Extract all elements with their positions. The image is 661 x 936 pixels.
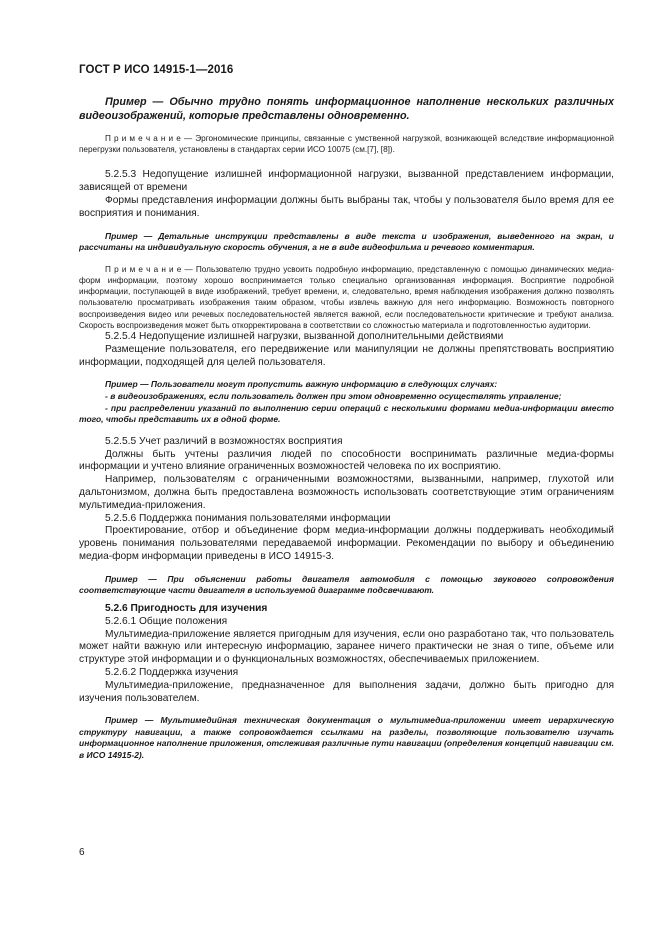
paragraph: - при распределении указаний по выполнению серии операций с несколькими формами медиа-информации вместо того, чтобы представить их в одной форме. [79, 402, 614, 425]
paragraph: Пример — При объяснении работы двигателя автомобиля с помощью звукового сопровождения соответствующие части двигателя в используемой диаграмме подсвечивают. [79, 573, 614, 596]
paragraph: 5.2.6.1 Общие положения [105, 615, 228, 627]
paragraph: Пример — Детальные инструкции представлены в виде текста и изображения, выведенного на экран, и рассчитаны на индивидуальную скорость обучения, а не в виде видеофильма и речевого комментария. [79, 230, 614, 253]
paragraph: Пример — Мультимедийная техническая документация о мультимедиа-приложении имеет иерархическую структуру навигации, а также сопровождается ссылками на разделы, позволяющие пользователю изучать информационное наполнение приложения, отслеживая различные пути навигации (определения концепций навигации см. в ИСО 14915-2). [79, 715, 614, 761]
document-body [79, 95, 614, 762]
paragraph: - в видеоизображениях, если пользователь должен при этом одновременно осуществлять управление; [105, 390, 562, 401]
paragraph: Размещение пользователя, его передвижение или манипуляции не должны препятствовать восприятию информации, подходящей для целей пользователя. [79, 343, 614, 368]
paragraph: 5.2.6.2 Поддержка изучения [105, 666, 239, 678]
document-header: ГОСТ Р ИСО 14915-1—2016 [79, 64, 234, 76]
paragraph: П р и м е ч а н и е — Пользователю трудно усвоить подробную информацию, представленную с помощью динамических медиа-форм информации, поэтому хорошо воспринимается только специально организованная информация. Восприятие подробной информации, поступающей в виде изображений, требует времени, и, следовательно, время наблюдения изображения должно позволять пользователю просматривать изображения таким образом, чтобы извлечь важную для него информацию. Возможность повторного воспроизведения видео или речевых последовательностей является важной, если последовательности критические и требуют анализа. Скорость воспроизведения может быть откорректирована в соответствии со сложностью материала и подготовленностью аудитории. [79, 264, 614, 330]
paragraph: 5.2.5.6 Поддержка понимания пользователями информации [105, 512, 391, 524]
paragraph: Должны быть учтены различия людей по способности воспринимать различные медиа-формы информации и учтено влияние ограниченных возможностей человека по их восприятию. [79, 448, 614, 473]
paragraph: Пример — Обычно трудно понять информационное наполнение нескольких различных видеоизображений, которые представлены одновременно. [79, 96, 614, 122]
paragraph: Например, пользователям с ограниченными возможностями, вызванными, например, глухотой или дальтонизмом, должна быть предоставлена возможность использовать соответствующие этим ограничениям мультимедиа-приложения. [79, 474, 614, 511]
paragraph: 5.2.6 Пригодность для изучения [105, 602, 268, 614]
paragraph: Мультимедиа-приложение является пригодным для изучения, если оно разработано так, что пользователь может найти важную или интересную информацию, заранее ничего практически не зная о типе, объеме или структуре этой информации и о функциональных возможностях, обеспечиваемых приложением. [79, 628, 614, 666]
paragraph: 5.2.5.3 Недопущение излишней информационной нагрузки, вызванной представлением информации, зависящей от времени [79, 169, 614, 194]
paragraph: П р и м е ч а н и е — Эргономические принципы, связанные с умственной нагрузкой, возникающей вследствие информационной перегрузки пользователя, установлены в стандартах серии ИСО 10075 (см.[7], [8]). [79, 134, 614, 155]
paragraph: 5.2.5.4 Недопущение излишней нагрузки, вызванной дополнительными действиями [105, 331, 504, 342]
paragraph: Мультимедиа-приложение, предназначенное для выполнения задачи, должно быть пригодно для изучения пользователем. [79, 679, 614, 704]
paragraph: Пример — Пользователи могут пропустить важную информацию в следующих случаях: [105, 379, 498, 390]
paragraph: 5.2.5.5 Учет различий в возможностях восприятия [105, 435, 343, 447]
paragraph: Формы представления информации должны быть выбраны так, чтобы у пользователя было время для ее восприятия и понимания. [79, 195, 614, 219]
page-number: 6 [79, 847, 85, 858]
paragraph: Проектирование, отбор и объединение форм медиа-информации должны поддерживать необходимый уровень понимания пользователями передаваемой информации. Рекомендации по выбору и объединению медиа-форм информации приведены в ИСО 14915-3. [79, 525, 614, 562]
